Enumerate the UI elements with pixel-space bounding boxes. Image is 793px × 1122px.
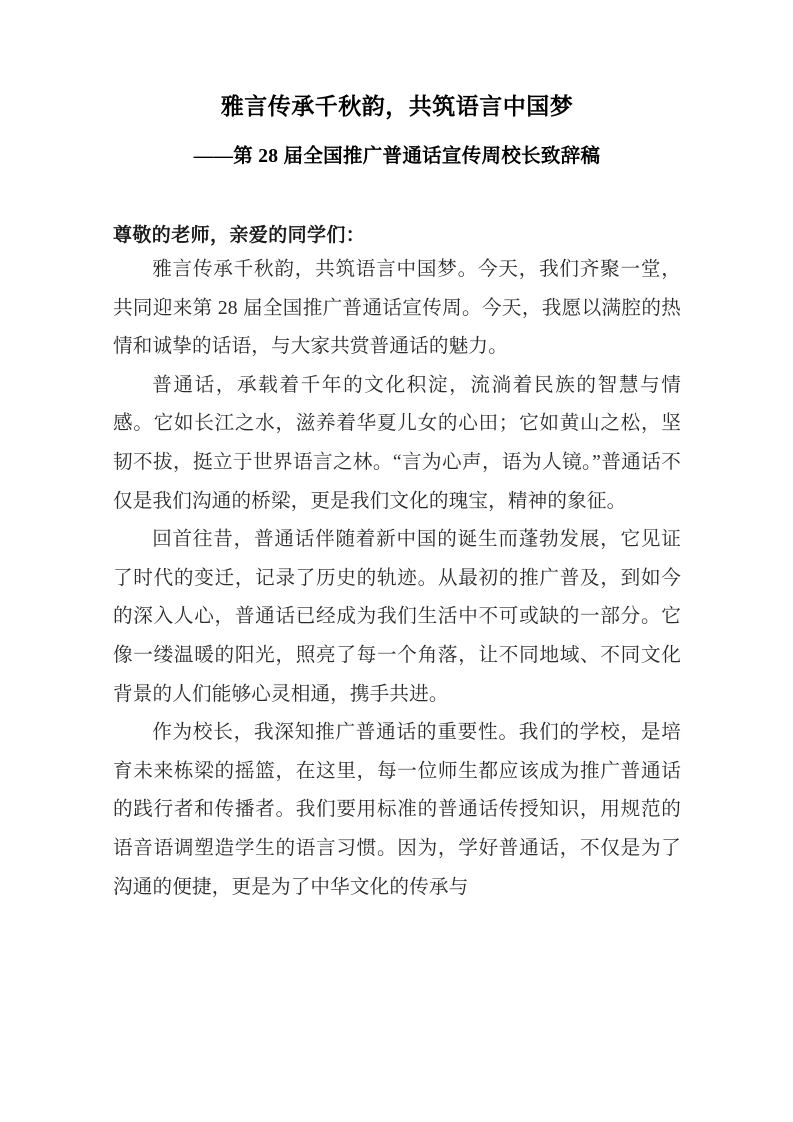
document-paragraph: 回首往昔，普通话伴随着新中国的诞生而蓬勃发展，它见证了时代的变迁，记录了历史的轨迹。从最初的推广普及，到如今的深入人心，普通话已经成为我们生活中不可或缺的一部分。它像一缕温暖的阳光，照亮了每一个角落，让不同地域、不同文化背景的人们能够心灵相通，携手共进。 (113, 529, 681, 705)
document-subtitle: ——第 28 届全国推广普通话宣传周校长致辞稿 (193, 146, 601, 167)
document-content (113, 0, 681, 907)
document-paragraph: 普通话，承载着千年的文化积淀，流淌着民族的智慧与情感。它如长江之水，滋养着华夏儿女的心田；它如黄山之松，坚韧不拔，挺立于世界语言之林。“言为心声，语为人镜。”普通话不仅是我们沟通的桥梁，更是我们文化的瑰宝，精神的象征。 (113, 374, 681, 512)
document-title: 雅言传承千秋韵，共筑语言中国梦 (220, 94, 574, 119)
document-salutation: 尊敬的老师，亲爱的同学们： (113, 225, 366, 246)
document-paragraph: 作为校长，我深知推广普通话的重要性。我们的学校，是培育未来栋梁的摇篮，在这里，每一位师生都应该成为推广普通话的践行者和传播者。我们要用标准的普通话传授知识，用规范的语音语调塑造学生的语言习惯。因为，学好普通话，不仅是为了沟通的便捷，更是为了中华文化的传承与 (113, 722, 681, 898)
document-paragraph: 雅言传承千秋韵，共筑语言中国梦。今天，我们齐聚一堂，共同迎来第 28 届全国推广普通话宣传周。今天，我愿以满腔的热情和诚挚的话语，与大家共赏普通话的魅力。 (113, 259, 681, 358)
